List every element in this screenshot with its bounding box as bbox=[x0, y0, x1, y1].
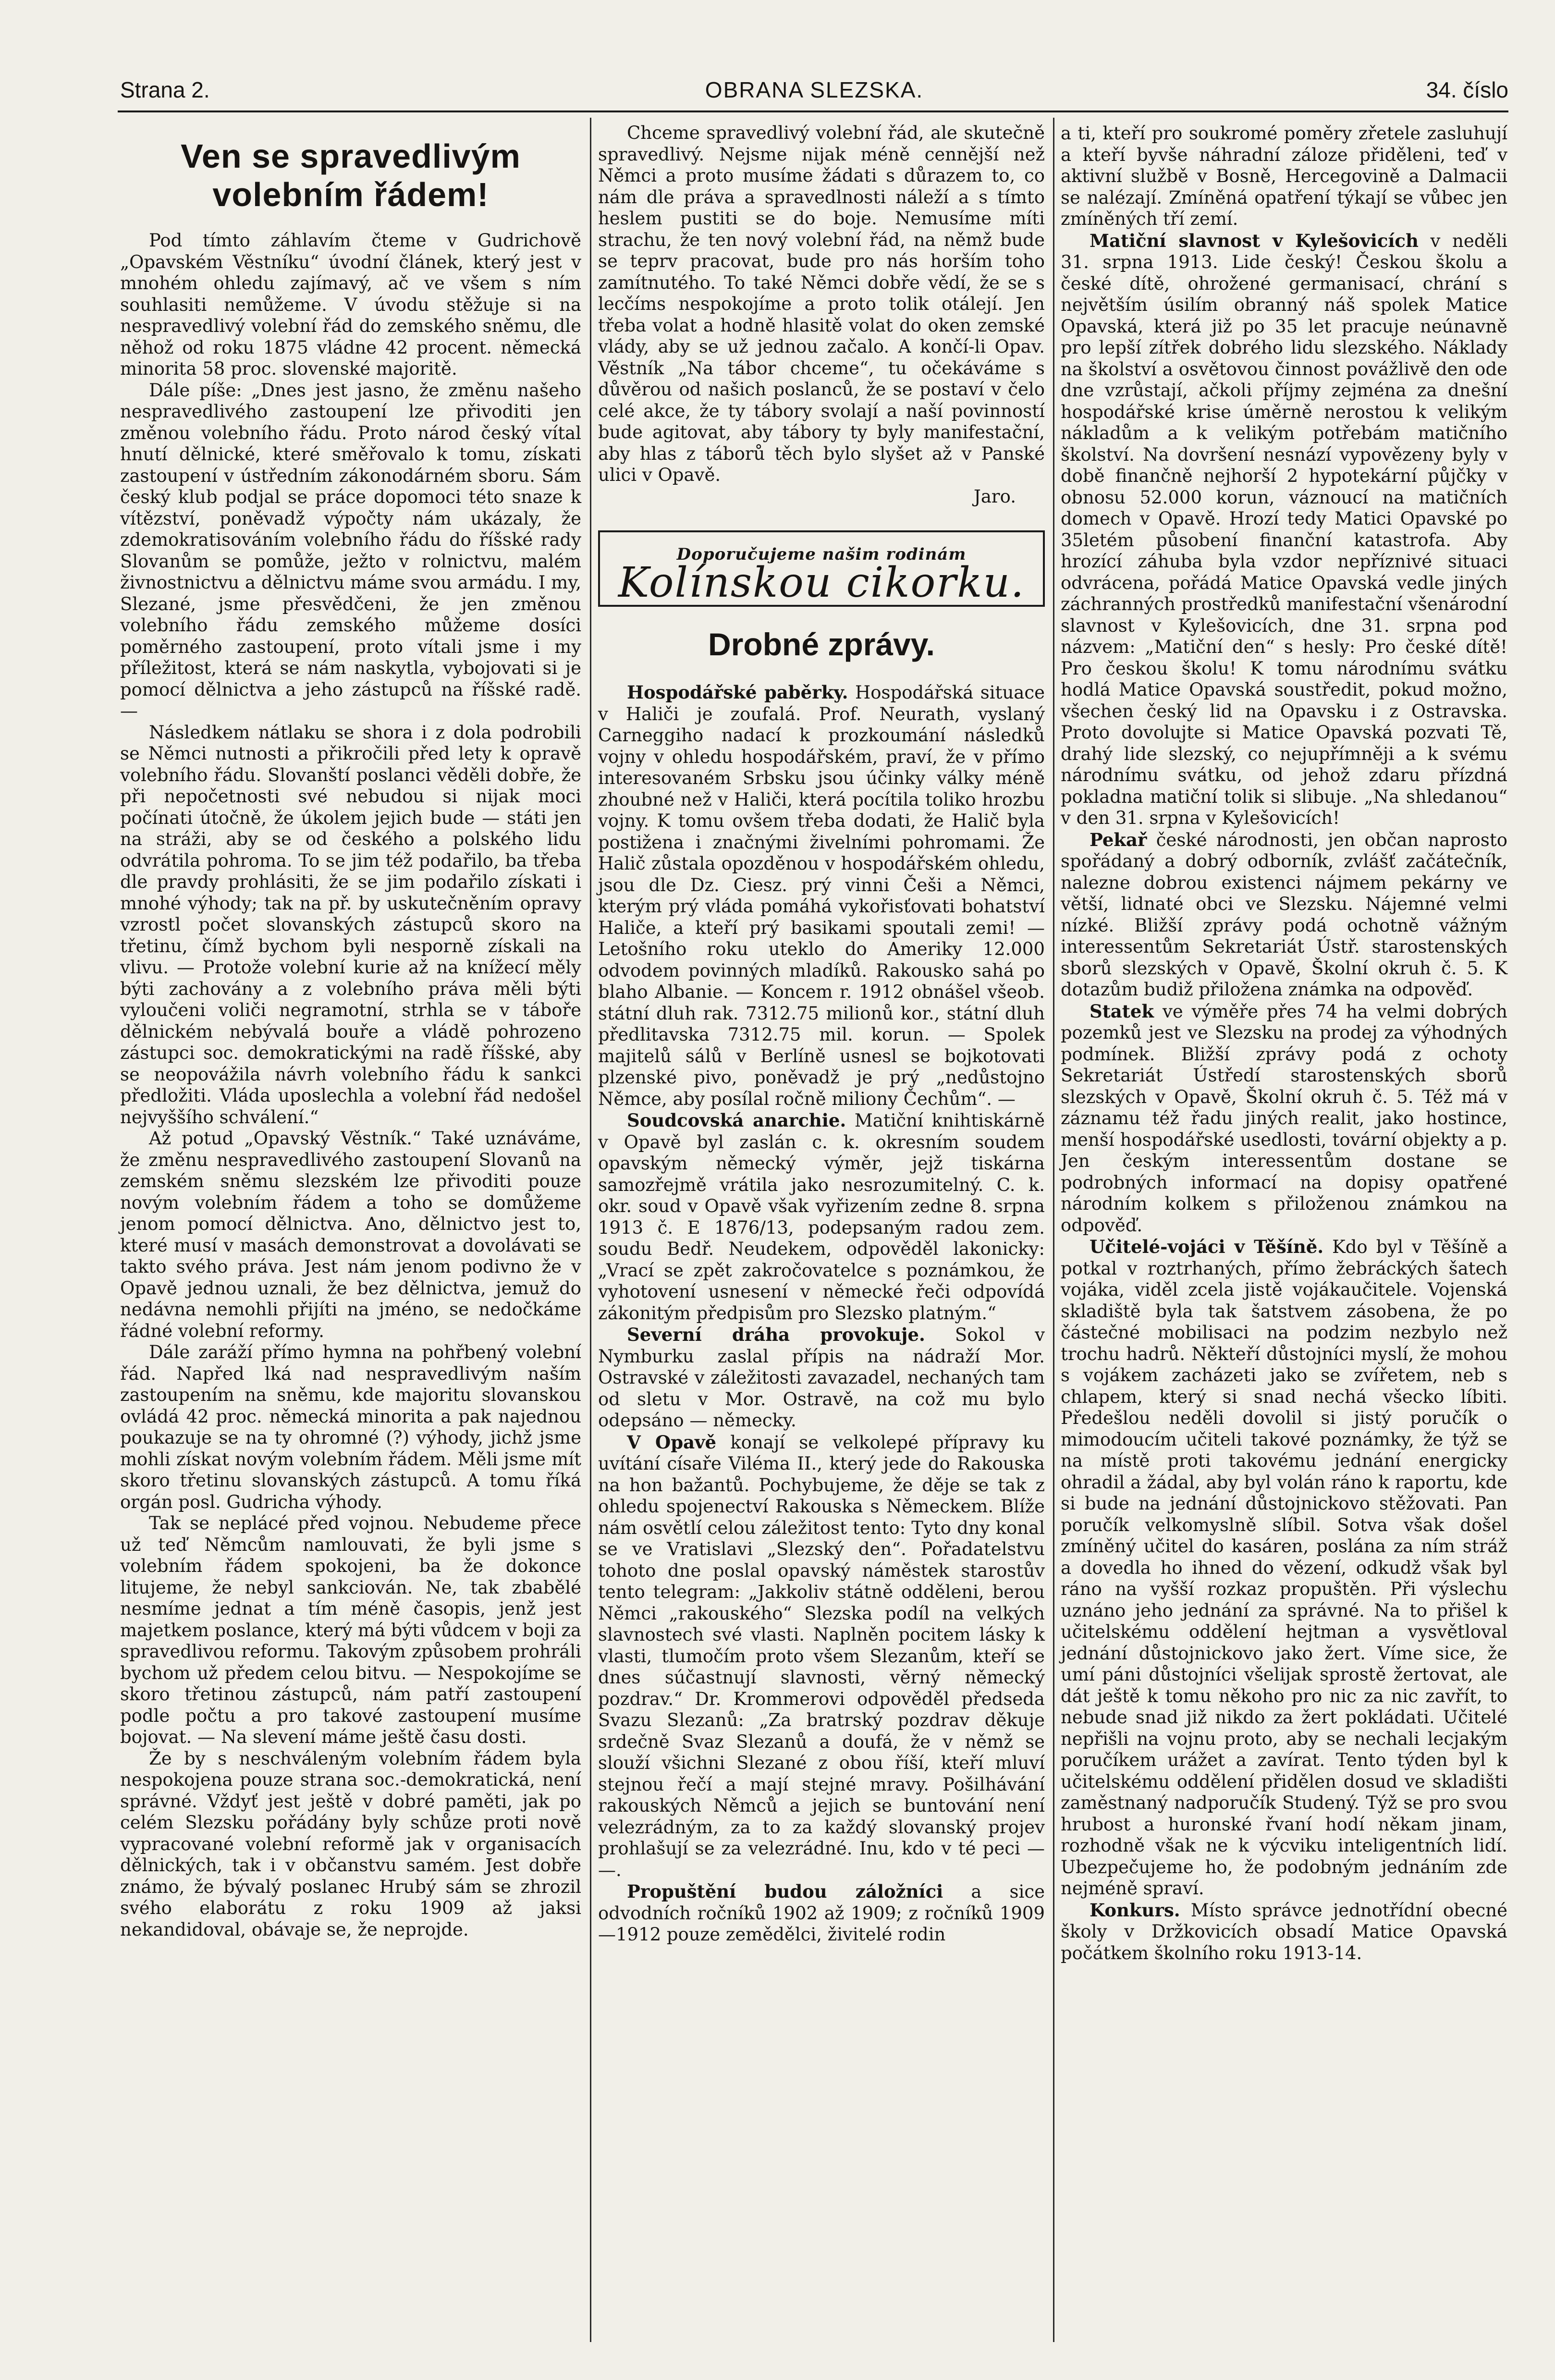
signature: Jaro. bbox=[974, 486, 1016, 507]
news-head: Matiční slavnost v Kylešovicích bbox=[1090, 230, 1419, 251]
news-item bbox=[1061, 1001, 1507, 1237]
news-text: v neděli 31. srpna 1913. Lide český! Českou školu a české dítě, ohrožené germanisací, chrání s největším úsilím obranný náš spolek Matice Opavská, která již po 35 let pracuje neúnavně pro lepší zítřek dobrého lidu slezského. Náklady na školství a osvětovou činnost povážlivě den ode dne vzrůstají, ačkoli příjmy zejména za dnešní hospodářské krise úměrně nerostou k velikým nákladům a k velikým potřebám matičního školství. Na dovršení nesnází vypovězeny byly v době finančně nejhorší 2 hypotekární půjčky v obnosu 52.000 korun, váznoucí na matičních domech v Opavě. Hrozí tedy Matici Opavské po 35letém působení finanční katastrofa. Aby hrozící záhuba byla vzdor nepříznivé situaci odvrácena, pořádá Matice Opavská vedle jiných záchranných prostředků manifestační všenárodní slavnost v Kylešovicích, dne 31. srpna pod názvem: „Matiční den“ s hesly: Pro české dítě! Pro českou školu! K tomu národnímu svátku hodlá Matice Opavská soustředit, pokud možno, všechen český lid na Opavsku i z Ostravska. Proto dovolujte si Matice Opavská pozvati Tě, drahý lide slezský, co nejupřímněji a k svému národnímu svátku, od jehož zdaru přízdná pokladna matiční tolik si slibuje. „Na shledanou“ v den 31. srpna v Kylešovicích! bbox=[1061, 230, 1507, 828]
paragraph: Tak se neplácé před vojnou. Nebudeme přece už teď Němcům namlouvati, že byli jsme s volebním řádem spokojeni, ba že dokonce litujeme, že nebyl sankciován. Ne, tak zbabělé nesmíme jednat a tím méně časopis, jenž jest majetkem poslance, který má býti vůdcem v boji za spravedlivou reformu. Takovým způsobem prohráli bychom už předem celou bitvu. — Nespokojíme se skoro třetinou zástupců, nám patří zastoupení podle počtu a pro takové zastoupení musíme bojovat. — Na slevení máme ještě času dosti. bbox=[120, 1513, 581, 1747]
news-head: Soudcovská anarchie. bbox=[627, 1110, 846, 1131]
news-head: V Opavě bbox=[627, 1431, 717, 1453]
column-middle bbox=[598, 123, 1045, 1946]
news-item bbox=[1061, 230, 1507, 829]
paragraph: Pod tímto záhlavím čteme v Gudrichově „Opavském Věstníku“ úvodní článek, který jest v mnohém ohledu zajímavý, ač ve všem s ním souhlasiti nemůžeme. V úvodu stěžuje si na nespravedlivý volební řád do zemského sněmu, dle něhož od roku 1875 vládne 42 procent. německá minorita 58 proc. slovenské majoritě. bbox=[120, 230, 581, 379]
news-text: Kdo byl v Těšíně a potkal v roztrhaných, přímo žebráckých šatech vojáka, viděl zcela jistě vojákaučitele. Vojenská skladiště byla tak šatstvem zásobena, že po částečné mobilisaci na podzim nezbylo než trochu hadrů. Někteří důstojníci myslí, že mohou s vojákem zacházeti jako se zvířetem, neb s chlapem, který si snad nechá všecko líbiti. Předešlou neděli dovolil si jistý poručík o mimodoucím učiteli takové poznámky, že týž se na místě proti takovému jednání energicky ohradil a žádal, aby byl volán ráno k raportu, kde si bude na jednání důstojnickovo stěžovati. Pan poručík velkomyslně slíbil. Sotva však došel zmíněný učitel do kasáren, poslána za ním stráž a dovedla ho ihned do vězení, odkudž však byl ráno na vyšší rozkaz propuštěn. Při výslechu uznáno jeho jednání za správné. Na to přišel k učitelskému oddělení hejtman a vysvětloval jednání důstojnickovo jako žert. Víme sice, že umí páni důstojníci všelijak sprostě žertovat, ale dát ještě k tomu někoho pro nic za nic zavřít, to nebude snad již nikdo za žert pokládati. Učitelé nepřišli na vojnu proto, aby se nechali lecjakým poručíkem urážet a zavírat. Tento týden byl k učitelskému oddělení přidělen dosud ve skladišti zaměstnaný nadporučík Studený. Týž se pro svou hrubost a huronské řvaní hodí někam jinam, rozhodně však ne k výcviku inteligentních lidí. Ubezpečujeme ho, že podobným jednáním zde nejméně spraví. bbox=[1061, 1237, 1507, 1899]
article-title: Ven se spravedlivým volebním řádem! bbox=[181, 137, 521, 213]
news-head: Hospodářské paběrky. bbox=[627, 682, 848, 703]
paragraph: Dále píše: „Dnes jest jasno, že změnu našeho nespravedlivého zastoupení lze přivoditi jen změnou volebního řádu. Proto národ český vítal hnutí dělnické, které směřovalo k tomu, získati zastoupení v ústředním zákonodárném sboru. Sám český klub podjal se práce dopomoci této snaze k vítězství, poněvadž výpočty nám ukázaly, že zdemokratisováním volebního řádu do říšské rady Slovanům se pomůže, ježto v rolnictvu, malém živnostnictvu a dělnictvu máme svou armádu. I my, Slezané, jsme přesvědčeni, že jen změnou volebního řádu zemského můžeme dosíci poměrného zastoupení, proto vítali jsme i my příležitost, která se nám naskytla, vybojovati si je pomocí dělnictva a jeho zástupců na říšské radě. — bbox=[120, 380, 581, 721]
news-item bbox=[1061, 123, 1507, 230]
news-head: Konkurs. bbox=[1090, 1899, 1180, 1921]
section-title: Drobné zprávy. bbox=[708, 626, 935, 662]
news-text: české národnosti, jen občan naprosto spořádaný a dobrý odborník, zvlášť začátečník, nalezne dobrou existenci nájmem pekárny ve větší, lidnaté obci ve Slezsku. Nájemné velmi nízké. Bližší zprávy podá ochotně vážným interessentům Sekretariát Ústř. starostenských sborů slezských v Opavě, Školní okruh č. 5. K dotazům budiž přiložena známka na odpověď. bbox=[1061, 829, 1507, 1000]
news-item bbox=[598, 1110, 1045, 1324]
news-head: Statek bbox=[1090, 1000, 1154, 1022]
news-head: Pekař bbox=[1090, 829, 1147, 850]
news-item bbox=[1061, 829, 1507, 1001]
paragraph: Že by s neschváleným volebním řádem byla nespokojena pouze strana soc.-demokratická, není správné. Vždyť jest ještě v dobré paměti, jak po celém Slezsku pořádány byly schůze proti nově vypracované volební reformě jak v organisacích dělnických, tak i v občanstvu samém. Jest dobře známo, že bývalý poslanec Hrubý sám se zhrozil svého elaborátu z roku 1909 až jaksi nekandidoval, obávaje se, že neprojde. bbox=[120, 1748, 581, 1940]
paragraph: Dále zaráží přímo hymna na pohřbený volební řád. Napřed lká nad nespravedlivým naším zastoupením na sněmu, kde majoritu slovanskou ovládá 42 proc. německá minorita a pak najednou poukazuje se na ty ohromné (?) výhody, jichž jsme mohli získat novým volebním řádem. Měli jsme mít skoro třetinu slovanských zástupců. A tomu říká orgán posl. Gudricha výhody. bbox=[120, 1342, 581, 1512]
news-head: Učitelé-vojáci v Těšíně. bbox=[1090, 1236, 1324, 1257]
news-text: Místo správce jednotřídní obecné školy v Držkovicích obsadí Matice Opavská počátkem školního roku 1913-14. bbox=[1061, 1900, 1508, 1963]
paragraph: Chceme spravedlivý volební řád, ale skutečně spravedlivý. Nejsme nijak méně cennější než Němci a proto musíme žádati s důrazem to, co nám dle práva a spravedlnosti náleží a s tímto heslem pustiti se do boje. Nemusíme míti strachu, že ten nový volební řád, na němž bude se teprv pracovat, bude pro nás horším toho zamítnutého. To také Němci dobře vědí, že se s lecčíms nespokojíme a proto tolik otálejí. Jen třeba volat a hodně hlasitě volat do oken zemské vlády, aby se už jednou začalo. A končí-li Opav. Věstník „Na tábor chceme“, tu očekáváme s důvěrou od našich poslanců, že se postaví v čelo celé akce, že ty tábory svolají a naší povinností bude agitovat, aby tábory ty byly manifestační, aby hlas z táborů těch bylo slyšet až v Panské ulici v Opavě. bbox=[598, 123, 1045, 485]
news-head: Severní dráha provokuje. bbox=[627, 1324, 925, 1345]
news-text: Hospodářská situace v Haliči je zoufalá. Prof. Neurath, vyslaný Carneggiho nadací k prozkoumání následků vojny v ohledu hospodářském, praví, že v přímo interesovaném Srbsku jsou účinky války méně zhoubné než v Haliči, která pocítila toliko hrozbu vojny. K tomu ovšem třeba dodati, že Halič byla postižena i značnými živelními pohromami. Že Halič zůstala opozděnou v hospodářském ohledu, jsou dle Dz. Ciesz. prý vinni Češi a Němci, kterým prý vláda pomáhá vykořisťovati bohatství Haliče, a kteří prý basikami spoutali zemi! — Letošního roku uteklo do Ameriky 12.000 odvodem povinných mladíků. Rakousko sahá po blaho Albanie. — Koncem r. 1912 obnášel všeob. státní dluh rak. 7312.75 milionů kor., státní dluh předlitavska 7312.75 mil. korun. — Spolek majitelů sálů v Berlíně usnesl se bojkotovati plzenské pivo, poněvadž je prý „nedůstojno Němce, aby posílal ročně miliony Čechům“. — bbox=[598, 682, 1045, 1109]
paragraph: Až potud „Opavský Věstník.“ Také uznáváme, že změnu nespravedlivého zastoupení Slovanů na zemském sněmu slezském lze přivoditi pouze novým volebním řádem a toho se domůžeme jenom pomocí dělnictva. Ano, dělnictvo jest to, které musí v masách demonstrovat a dovolávati se takto svého práva. Jest nám jenom podivno že v Opavě jednou uznali, že bez dělnictva, jemuž do nedávna nemohli přijíti na jméno, se nedočkáme řádné volební reformy. bbox=[120, 1128, 581, 1341]
news-text: Matiční knihtiskárně v Opavě byl zaslán c. k. okresním soudem opavským německý výměr, jejž tiskárna samozřejmě vrátila jako nesrozumitelný. C. k. okr. soud v Opavě však vyřizením zedne 8. srpna 1913 č. E 1876/13, podepsaným radou zem. soudu Bedř. Neudekem, odpověděl lakonicky: „Vrací se zpět zakročovatelce s poznámkou, že vyhotovení usnesení v německé řeči odpovídá zákonitým předpisům pro Slezsko platným.“ bbox=[598, 1110, 1045, 1324]
ad-product: Kolínskou cikorku. bbox=[618, 558, 1025, 607]
advertisement-box bbox=[598, 530, 1045, 607]
news-text: a sice odvodních ročníků 1902 až 1909; z ročníků 1909—1912 pouze zemědělci, živitelé rodin bbox=[598, 1881, 1045, 1945]
column-divider-right bbox=[1053, 118, 1054, 2342]
page-number: Strana 2. bbox=[120, 77, 210, 102]
column-divider-left bbox=[590, 118, 591, 2342]
news-text: ve výměře přes 74 ha velmi dobrých pozemků jest ve Slezsku na prodej za výhodných podmínek. Bližší zprávy podá z ochoty Sekretariát Ústředí starostenských sborů slezských v Opavě, Školní okruh č. 5. Též má v záznamu též řadu jiných realit, jako hostince, menší hospodářské usedlosti, tovární objekty a p. Jen českým interessentům dostane se podrobných informací na dopisy opatřené národním kolkem s přiloženou známkou na odpověď. bbox=[1061, 1001, 1507, 1236]
news-item bbox=[1061, 1236, 1507, 1900]
news-item bbox=[598, 682, 1045, 1110]
ad-line: Doporučujeme našim rodinám bbox=[676, 545, 967, 564]
issue-number: 34. číslo bbox=[1426, 77, 1508, 102]
column-left bbox=[120, 123, 581, 1940]
page-header bbox=[120, 72, 1508, 110]
news-item bbox=[598, 1324, 1045, 1432]
news-text: konají se velkolepé přípravy ku uvítání císaře Viléma II., který jede do Rakouska na hon bažantů. Pochybujeme, že děje se tak z ohledu spojenectví Rakouska s Německem. Blíže nám osvětlí celou záležitost tento: Tyto dny konal se ve Vratislavi „Slezský den“. Pořadatelstvu tohoto dne poslal opavský náměstek starostův tento telegram: „Jakkoliv státně odděleni, berou Němci „rakouského“ Slezska podíl na velkých slavnostech své vlasti. Naplněn pocitem lásky k vlasti, tlumočím proto všem Slezanům, kteří se dnes súčastnují slavnosti, věrný německý pozdrav.“ Dr. Krommerovi odpověděl předseda Svazu Slezanů: „Za bratrský pozdrav děkuje srdečně Svaz Slezanů a doufá, že v němž se slouží všichni Slezané z obou říší, kteří mluví stejnou řečí a mají stejné mravy. Pošilhávání rakouských Němců a jejich se buntování není velezrádným, za to za každý slovanský projev prohlašují se za velezrádné. Inu, kdo v té peci — —. bbox=[598, 1432, 1045, 1880]
header-rule bbox=[118, 110, 1508, 112]
news-item bbox=[598, 1881, 1045, 1946]
column-right bbox=[1061, 123, 1507, 1964]
newspaper-title: OBRANA SLEZSKA. bbox=[705, 77, 924, 102]
news-item bbox=[1061, 1900, 1507, 1964]
news-head: Propuštění budou záložníci bbox=[627, 1881, 943, 1902]
news-item bbox=[598, 1432, 1045, 1881]
news-text: Sokol v Nymburku zaslal přípis na nádraží Mor. Ostravské v záležitosti zavazadel, nechaných tam od sletu v Mor. Ostravě, na což mu bylo odepsáno — německy. bbox=[598, 1325, 1045, 1431]
news-text: a ti, kteří pro soukromé poměry zřetele zasluhují a kteří byvše náhradní záloze přiděleni, teď v aktivní službě v Bosně, Hercegovině a Dalmacii se nalézají. Zmíněná opatření týkají se vůbec jen zmíněných tří zemí. bbox=[1061, 123, 1507, 229]
paragraph: Následkem nátlaku se shora i z dola podrobili se Němci nutnosti a přikročili před lety k opravě volebního řádu. Slovanští poslanci věděli dobře, že při nepočetnosti své nebudou si nijak moci počínati útočně, že úkolem jejich bude — státi jen na stráži, aby se od českého a polského lidu odvrátila pohroma. To se jim též podařilo, ba třeba dle pravdy prohlásiti, že se jim podařilo získati i mnohé výhody; tak na př. by uskutečněním opravy vzrostl počet slovanských zástupců skoro na třetinu, čímž bychom byli nesporně získali na vlivu. — Protože volební kurie až na knížecí měly býti zachovány a z volebního práva měli býti vyloučeni voliči negramotní, strhla se v táboře dělnickém nebývalá bouře a vládě pohrozeno zástupci soc. demokratickými na radě říšské, aby se neopovážila návrh volebního řádu k sankci předložiti. Vláda uposlechla a volební řád nedošel nejvyššího schválení.“ bbox=[120, 722, 581, 1128]
